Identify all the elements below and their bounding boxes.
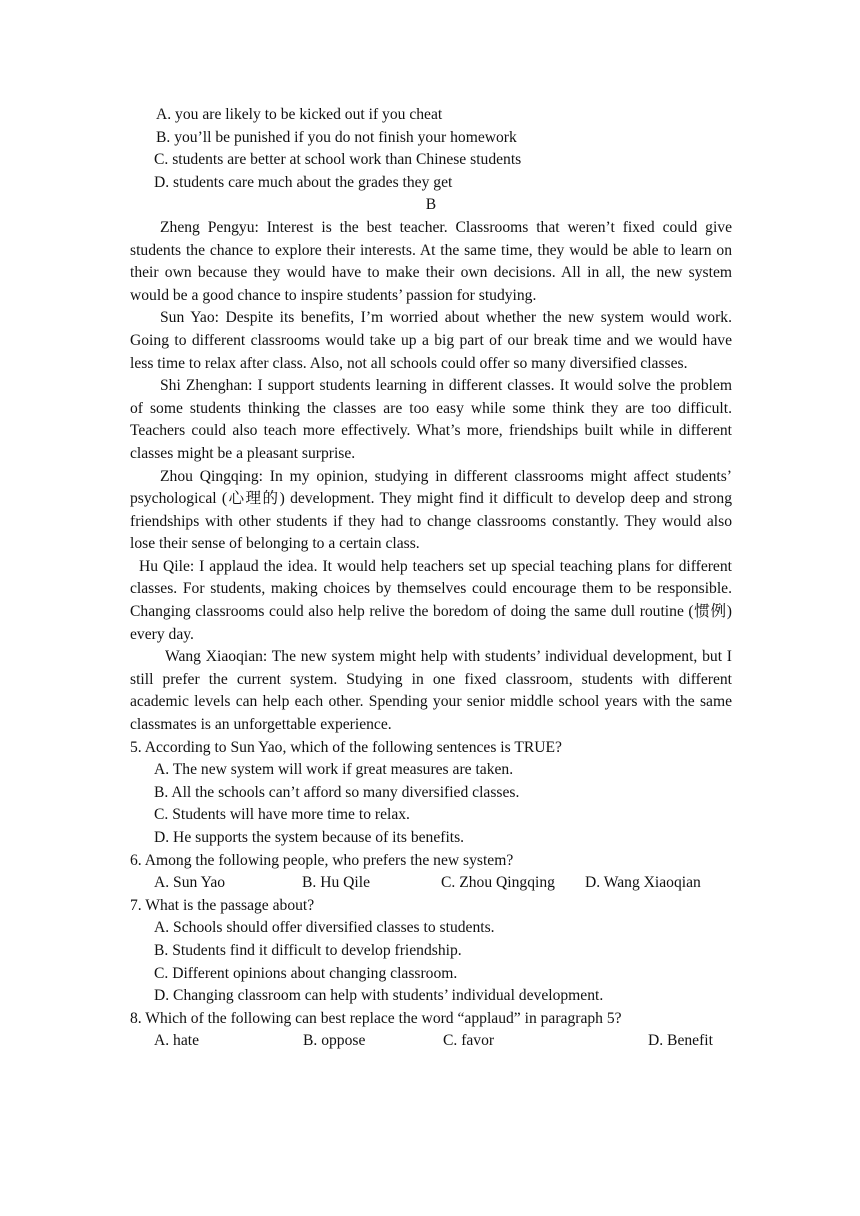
q6-option-c: C. Zhou Qingqing xyxy=(441,874,555,892)
q4-option-b: B. you’ll be punished if you do not finish your homework xyxy=(156,128,517,146)
passage-paragraph-zheng-pengyu: Zheng Pengyu: Interest is the best teacher. Classrooms that weren’t fixed could give students the chance to explore their interests. At the same time, they would be able to learn on their own because they would have to make their own decisions. All in all, the new system would be a good chance to inspire students’ passion for studying. xyxy=(130,218,732,304)
question-8 xyxy=(130,1008,732,1053)
question-stem: 8. Which of the following can best replace the word “applaud” in paragraph 5? xyxy=(130,1009,622,1027)
q8-option-d: D. Benefit xyxy=(648,1032,713,1050)
q4-option-c: C. students are better at school work than Chinese students xyxy=(154,151,522,169)
question-stem: 5. According to Sun Yao, which of the following sentences is TRUE? xyxy=(130,738,562,756)
reading-passage xyxy=(130,217,732,737)
q8-option-b: B. oppose xyxy=(303,1032,366,1050)
q5-option-b: B. All the schools can’t afford so many diversified classes. xyxy=(154,783,520,801)
q8-option-a: A. hate xyxy=(154,1032,200,1050)
question-stem: 6. Among the following people, who prefers the new system? xyxy=(130,851,514,869)
passage-paragraph-sun-yao: Sun Yao: Despite its benefits, I’m worried about whether the new system would work. Going to different classrooms would take up a big part of our break time and we would have less time to relax after class. Also, not all schools could offer so many diversified classes. xyxy=(130,309,732,372)
question-5 xyxy=(130,737,732,850)
q5-option-a: A. The new system will work if great measures are taken. xyxy=(154,761,514,779)
q8-options-row xyxy=(130,1030,732,1053)
q5-option-d: D. He supports the system because of its benefits. xyxy=(154,829,465,846)
q4-options xyxy=(130,104,732,194)
q6-option-d: D. Wang Xiaoqian xyxy=(585,874,701,892)
q6-option-b: B. Hu Qile xyxy=(302,874,371,892)
passage-paragraph-shi-zhenghan: Shi Zhenghan: I support students learning in different classes. It would solve the problem of some students thinking the classes are too easy while some think they are too difficult. Teachers could also teach more effectively. What’s more, friendships built while in different classes might be a pleasant surprise. xyxy=(130,377,732,462)
question-7 xyxy=(130,895,732,1008)
q7-option-a: A. Schools should offer diversified classes to students. xyxy=(154,919,495,937)
q5-option-c: C. Students will have more time to relax. xyxy=(154,806,410,824)
q7-option-d: D. Changing classroom can help with students’ individual development. xyxy=(154,987,604,1005)
q4-option-d: D. students care much about the grades they get xyxy=(154,173,453,191)
q6-options-row xyxy=(130,872,732,895)
passage-paragraph-wang-xiaoqian: Wang Xiaoqian: The new system might help with students’ individual development, but I still prefer the current system. Studying in one fixed classroom, students with different academic levels can help each other. Spending your senior middle school years with the same classmates is an unforgettable experience. xyxy=(130,648,732,734)
q7-option-c: C. Different opinions about changing classroom. xyxy=(154,964,458,982)
q7-option-b: B. Students find it difficult to develop friendship. xyxy=(154,941,462,959)
q4-option-a: A. you are likely to be kicked out if you cheat xyxy=(156,106,443,123)
page-content xyxy=(130,104,732,1053)
q6-option-a: A. Sun Yao xyxy=(154,874,226,892)
q8-option-c: C. favor xyxy=(443,1032,495,1050)
section-label: B xyxy=(425,196,437,214)
passage-paragraph-hu-qile: Hu Qile: I applaud the idea. It would help teachers set up special teaching plans for different classes. For students, making choices by themselves could encourage them to be responsible. Changing classrooms could also help relive the boredom of doing the same dull routine (惯例) every day. xyxy=(130,557,732,643)
question-stem: 7. What is the passage about? xyxy=(130,896,315,914)
question-6 xyxy=(130,850,732,895)
passage-paragraph-zhou-qingqing: Zhou Qingqing: In my opinion, studying in different classrooms might affect students’ psychological (心理的) development. They might find it difficult to develop deep and strong friendships with other students if they had to change classrooms constantly. They would also lose their sense of belonging to a certain class. xyxy=(130,467,732,553)
